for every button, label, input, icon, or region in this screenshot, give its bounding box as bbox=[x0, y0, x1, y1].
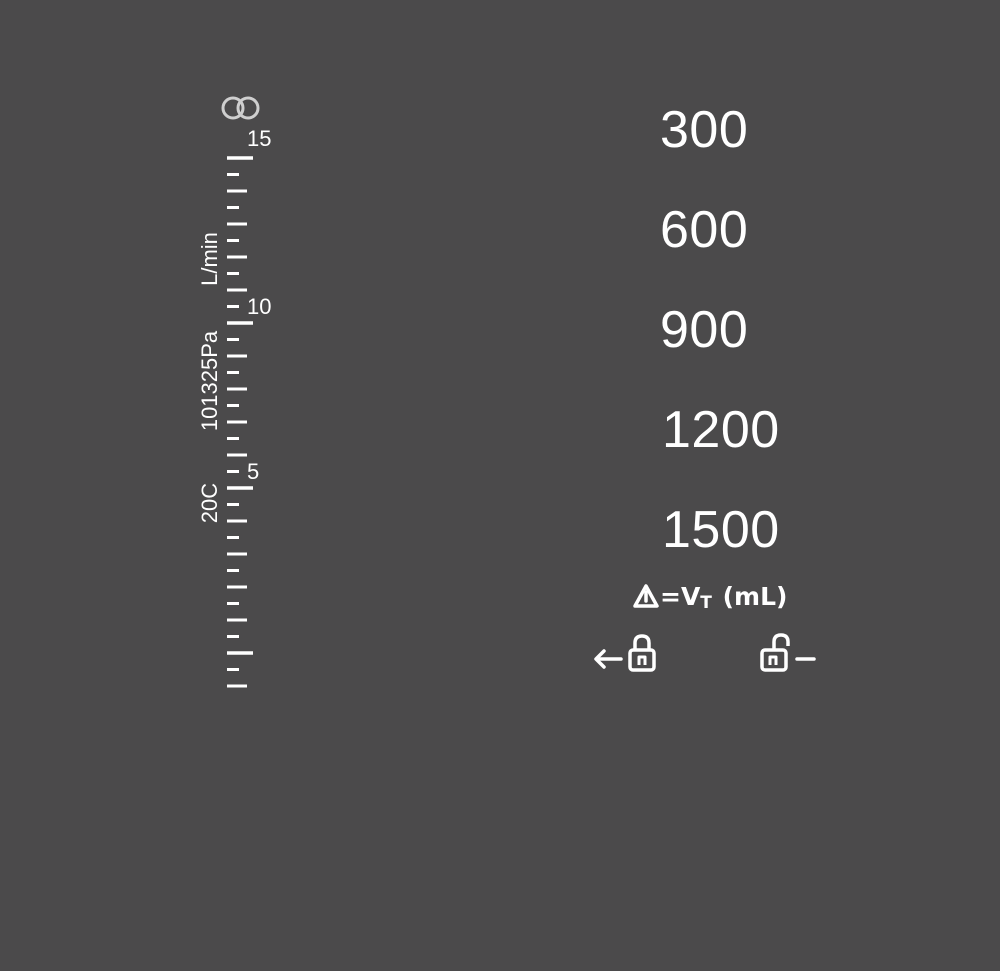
flow-tick-label-15: 15 bbox=[247, 126, 272, 151]
padlock-open-icon[interactable] bbox=[758, 632, 792, 674]
flow-tick-label-5: 5 bbox=[247, 459, 260, 484]
pressure-label: 101325Pa bbox=[197, 330, 222, 432]
volume-value-300: 300 bbox=[660, 101, 749, 159]
volume-value-1500: 1500 bbox=[662, 501, 780, 559]
triangle-warning-icon bbox=[632, 583, 660, 609]
flowmeter-ticks bbox=[227, 158, 253, 686]
padlock-closed-icon[interactable] bbox=[626, 632, 658, 674]
flow-tick-label-10: 10 bbox=[247, 294, 272, 319]
temperature-label: 20C bbox=[197, 482, 222, 524]
flow-unit-label: L/min bbox=[197, 232, 222, 286]
caption-subscript: T bbox=[700, 593, 712, 613]
minus-icon[interactable] bbox=[793, 648, 819, 670]
caption-unit: (mL) bbox=[722, 582, 788, 611]
arrow-left-icon[interactable] bbox=[591, 646, 625, 672]
tidal-volume-caption bbox=[660, 582, 788, 613]
volume-value-900: 900 bbox=[660, 301, 749, 359]
caption-prefix: =V bbox=[660, 582, 701, 611]
volume-value-600: 600 bbox=[660, 201, 749, 259]
double-ring-icon bbox=[219, 94, 263, 122]
volume-value-1200: 1200 bbox=[662, 401, 780, 459]
